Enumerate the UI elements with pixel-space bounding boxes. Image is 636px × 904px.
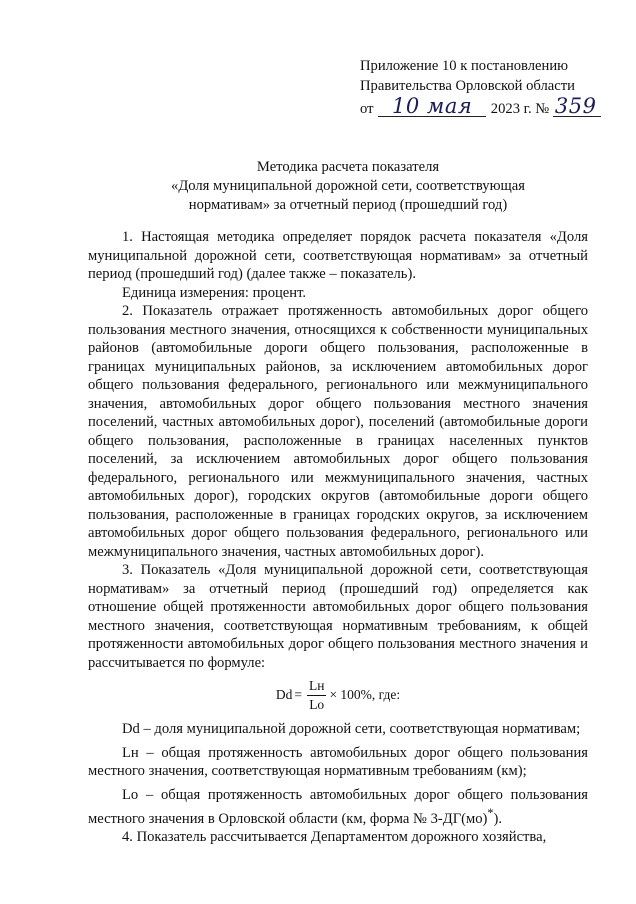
formula [88,673,588,717]
formula-where: где: [378,686,401,702]
definition-dd: Dd – доля муниципальной дорожной сети, соответствующая нормативам; [122,721,581,737]
title-line-1: Методика расчета показателя [256,159,440,175]
paragraph-4: 4. Показатель рассчитывается Департаментом дорожного хозяйства, [122,829,547,846]
definition-lo [88,786,588,829]
definition-ln: Lн – общая протяженность автомобильных дорог общего пользования местного значения, соответствующая нормативным требованиям (км); [88,744,588,779]
definition-lo-end: ). [493,810,502,827]
formula-denominator: Lо [309,696,325,712]
annex-line-3 [360,94,620,118]
formula-fraction [307,678,326,713]
formula-numerator: Lн [307,678,326,696]
formula-lhs: Dd [275,686,293,702]
paragraph-3: 3. Показатель «Доля муниципальной дорожной сети, соответствующая нормативам» за отчетный период (прошедший год) определяется как отношение общей протяженности автомобильных дорог общего пользования местного значения, соответствующая нормативным требованиям, к общей протяженности автомобильных дорог общего пользования местного значения и рассчитывается по формуле: [88,562,588,671]
handwritten-date: 10 мая [380,97,484,116]
annex-line-2: Правительства Орловской области [360,78,575,94]
paragraph-2: 2. Показатель отражает протяженность автомобильных дорог общего пользования местного значения, относящихся к собственности муниципальных районов (автомобильные дороги общего пользования, расположенные в границах муниципальных районов, за исключением автомобильных дорог общего пользования федерального, регионального или межмуниципального значения, автомобильных дорог общего пользования местного значения поселений, частных автомобильных дорог), поселений (автомобильные дороги общего пользования, расположенные в границах населенных пунктов поселений, за исключением автомобильных дорог общего пользования федерального, регионального или межмуниципального значения, частных автомобильных дорог), городских округов (автомобильные дороги общего пользования, расположенные в границах городских округов, за исключением автомобильных дорог общего пользования федерального, регионального или межмуниципального значения, частных автомобильных дорог). [88,303,588,560]
document-body [88,228,588,847]
annex-prefix: от [360,101,374,117]
document-title [88,158,608,215]
paragraph-unit: Единица измерения: процент. [122,284,307,301]
handwritten-number: 359 [555,97,599,116]
annex-line-1: Приложение 10 к постановлению [360,58,569,74]
formula-equals: = [294,686,302,702]
formula-tail: × 100%, [329,686,376,702]
title-line-2: «Доля муниципальной дорожной сети, соответствующая [171,178,525,194]
annex-header [360,57,620,117]
annex-year: 2023 г. № [490,101,550,117]
title-line-3: нормативам» за отчетный период (прошедший год) [188,197,508,213]
definition-lo-text: Lо – общая протяженность автомобильных дорог общего пользования местного значения в Орловской области (км, форма № 3-ДГ(мо) [88,786,588,827]
footnote-marker: * [487,806,494,820]
paragraph-1: 1. Настоящая методика определяет порядок расчета показателя «Доля муниципальной дорожной сети, соответствующая нормативам» за отчетный период (прошедший год) (далее также – показатель). [88,229,588,282]
